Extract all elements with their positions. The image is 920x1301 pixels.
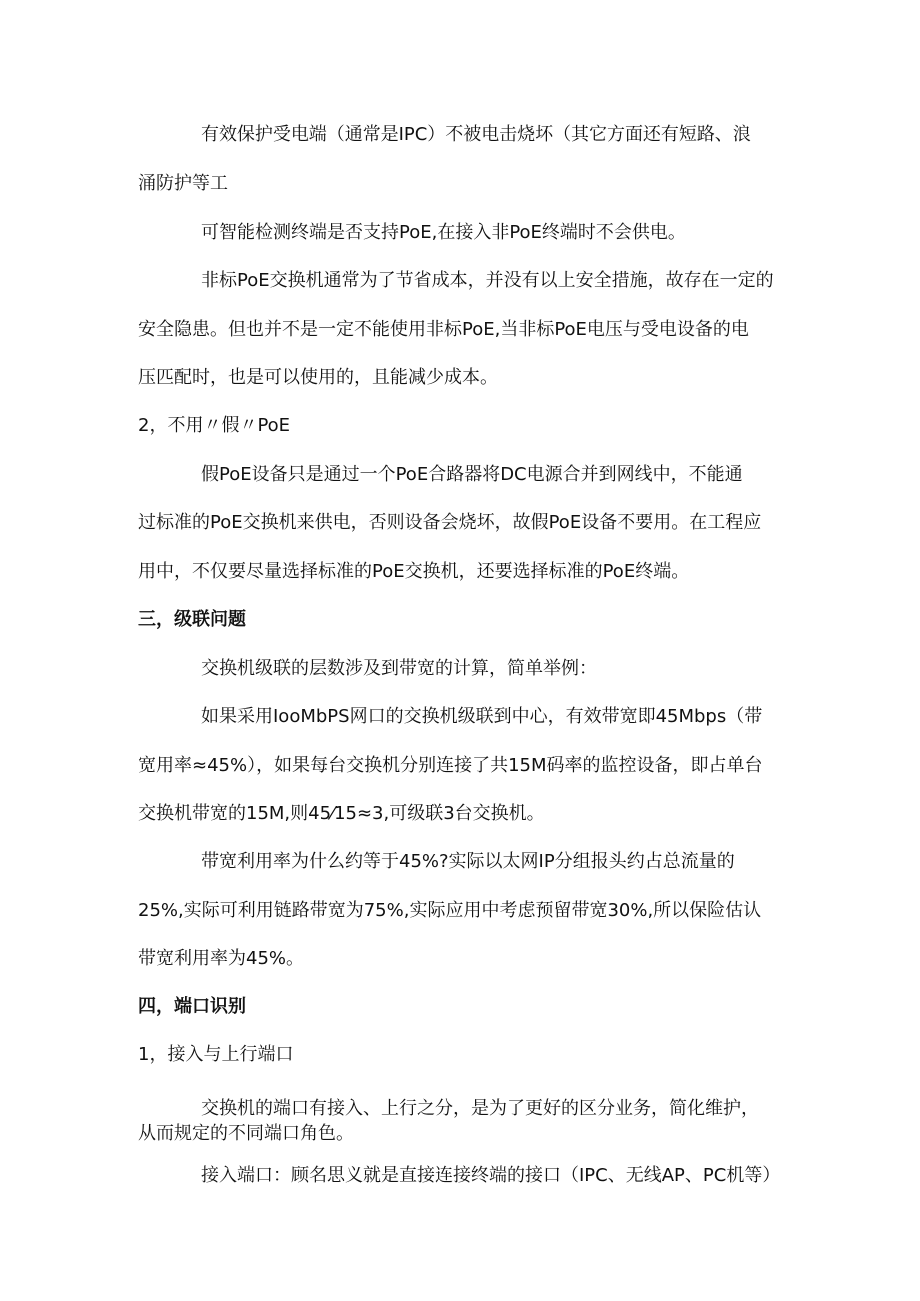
paragraph-line: 从而规定的不同端口角色。 bbox=[138, 1123, 354, 1144]
paragraph-line: 假PoE设备只是通过一个PoE合路器将DC电源合并到网线中，不能通 bbox=[201, 464, 743, 485]
paragraph-line: 交换机级联的层数涉及到带宽的计算，简单举例： bbox=[201, 658, 597, 679]
paragraph-line: 非标PoE交换机通常为了节省成本，并没有以上安全措施，故存在一定的 bbox=[201, 270, 774, 291]
paragraph-line: 接入端口：顾名思义就是直接连接终端的接口（IPC、无线AP、PC机等） bbox=[201, 1165, 781, 1186]
list-heading: 1，接入与上行端口 bbox=[138, 1044, 294, 1065]
paragraph-line: 过标准的PoE交换机来供电，否则设备会烧坏，故假PoE设备不要用。在工程应 bbox=[138, 512, 762, 533]
paragraph-line: 安全隐患。但也并不是一定不能使用非标PoE,当非标PoE电压与受电设备的电 bbox=[138, 319, 749, 340]
paragraph-line: 有效保护受电端（通常是IPC）不被电击烧坏（其它方面还有短路、浪 bbox=[201, 124, 751, 145]
paragraph-line: 交换机的端口有接入、上行之分，是为了更好的区分业务，简化维护， bbox=[201, 1098, 759, 1119]
paragraph-line: 如果采用IooMbPS网口的交换机级联到中心，有效带宽即45Mbps（带 bbox=[201, 706, 763, 727]
paragraph-line: 带宽利用率为什么约等于45%?实际以太网IP分组报头约占总流量的 bbox=[201, 851, 735, 872]
section-heading: 三，级联问题 bbox=[138, 609, 246, 630]
paragraph-line: 交换机带宽的15M,则45⁄15≈3,可级联3台交换机。 bbox=[138, 803, 545, 824]
paragraph-line: 压匹配时，也是可以使用的，且能减少成本。 bbox=[138, 367, 498, 388]
section-heading: 四，端口识别 bbox=[138, 996, 246, 1017]
paragraph-line: 25%,实际可利用链路带宽为75%,实际应用中考虑预留带宽30%,所以保险估认 bbox=[138, 900, 762, 921]
paragraph-line: 涌防护等工 bbox=[138, 173, 228, 194]
list-heading: 2，不用〃假〃PoE bbox=[138, 415, 291, 436]
paragraph-line: 宽用率≈45%），如果每台交换机分别连接了共15M码率的监控设备，即占单台 bbox=[138, 755, 763, 776]
paragraph-line: 带宽利用率为45%。 bbox=[138, 948, 305, 969]
paragraph-line: 用中，不仅要尽量选择标准的PoE交换机，还要选择标准的PoE终端。 bbox=[138, 561, 690, 582]
paragraph-line: 可智能检测终端是否支持PoE,在接入非PoE终端时不会供电。 bbox=[201, 222, 686, 243]
